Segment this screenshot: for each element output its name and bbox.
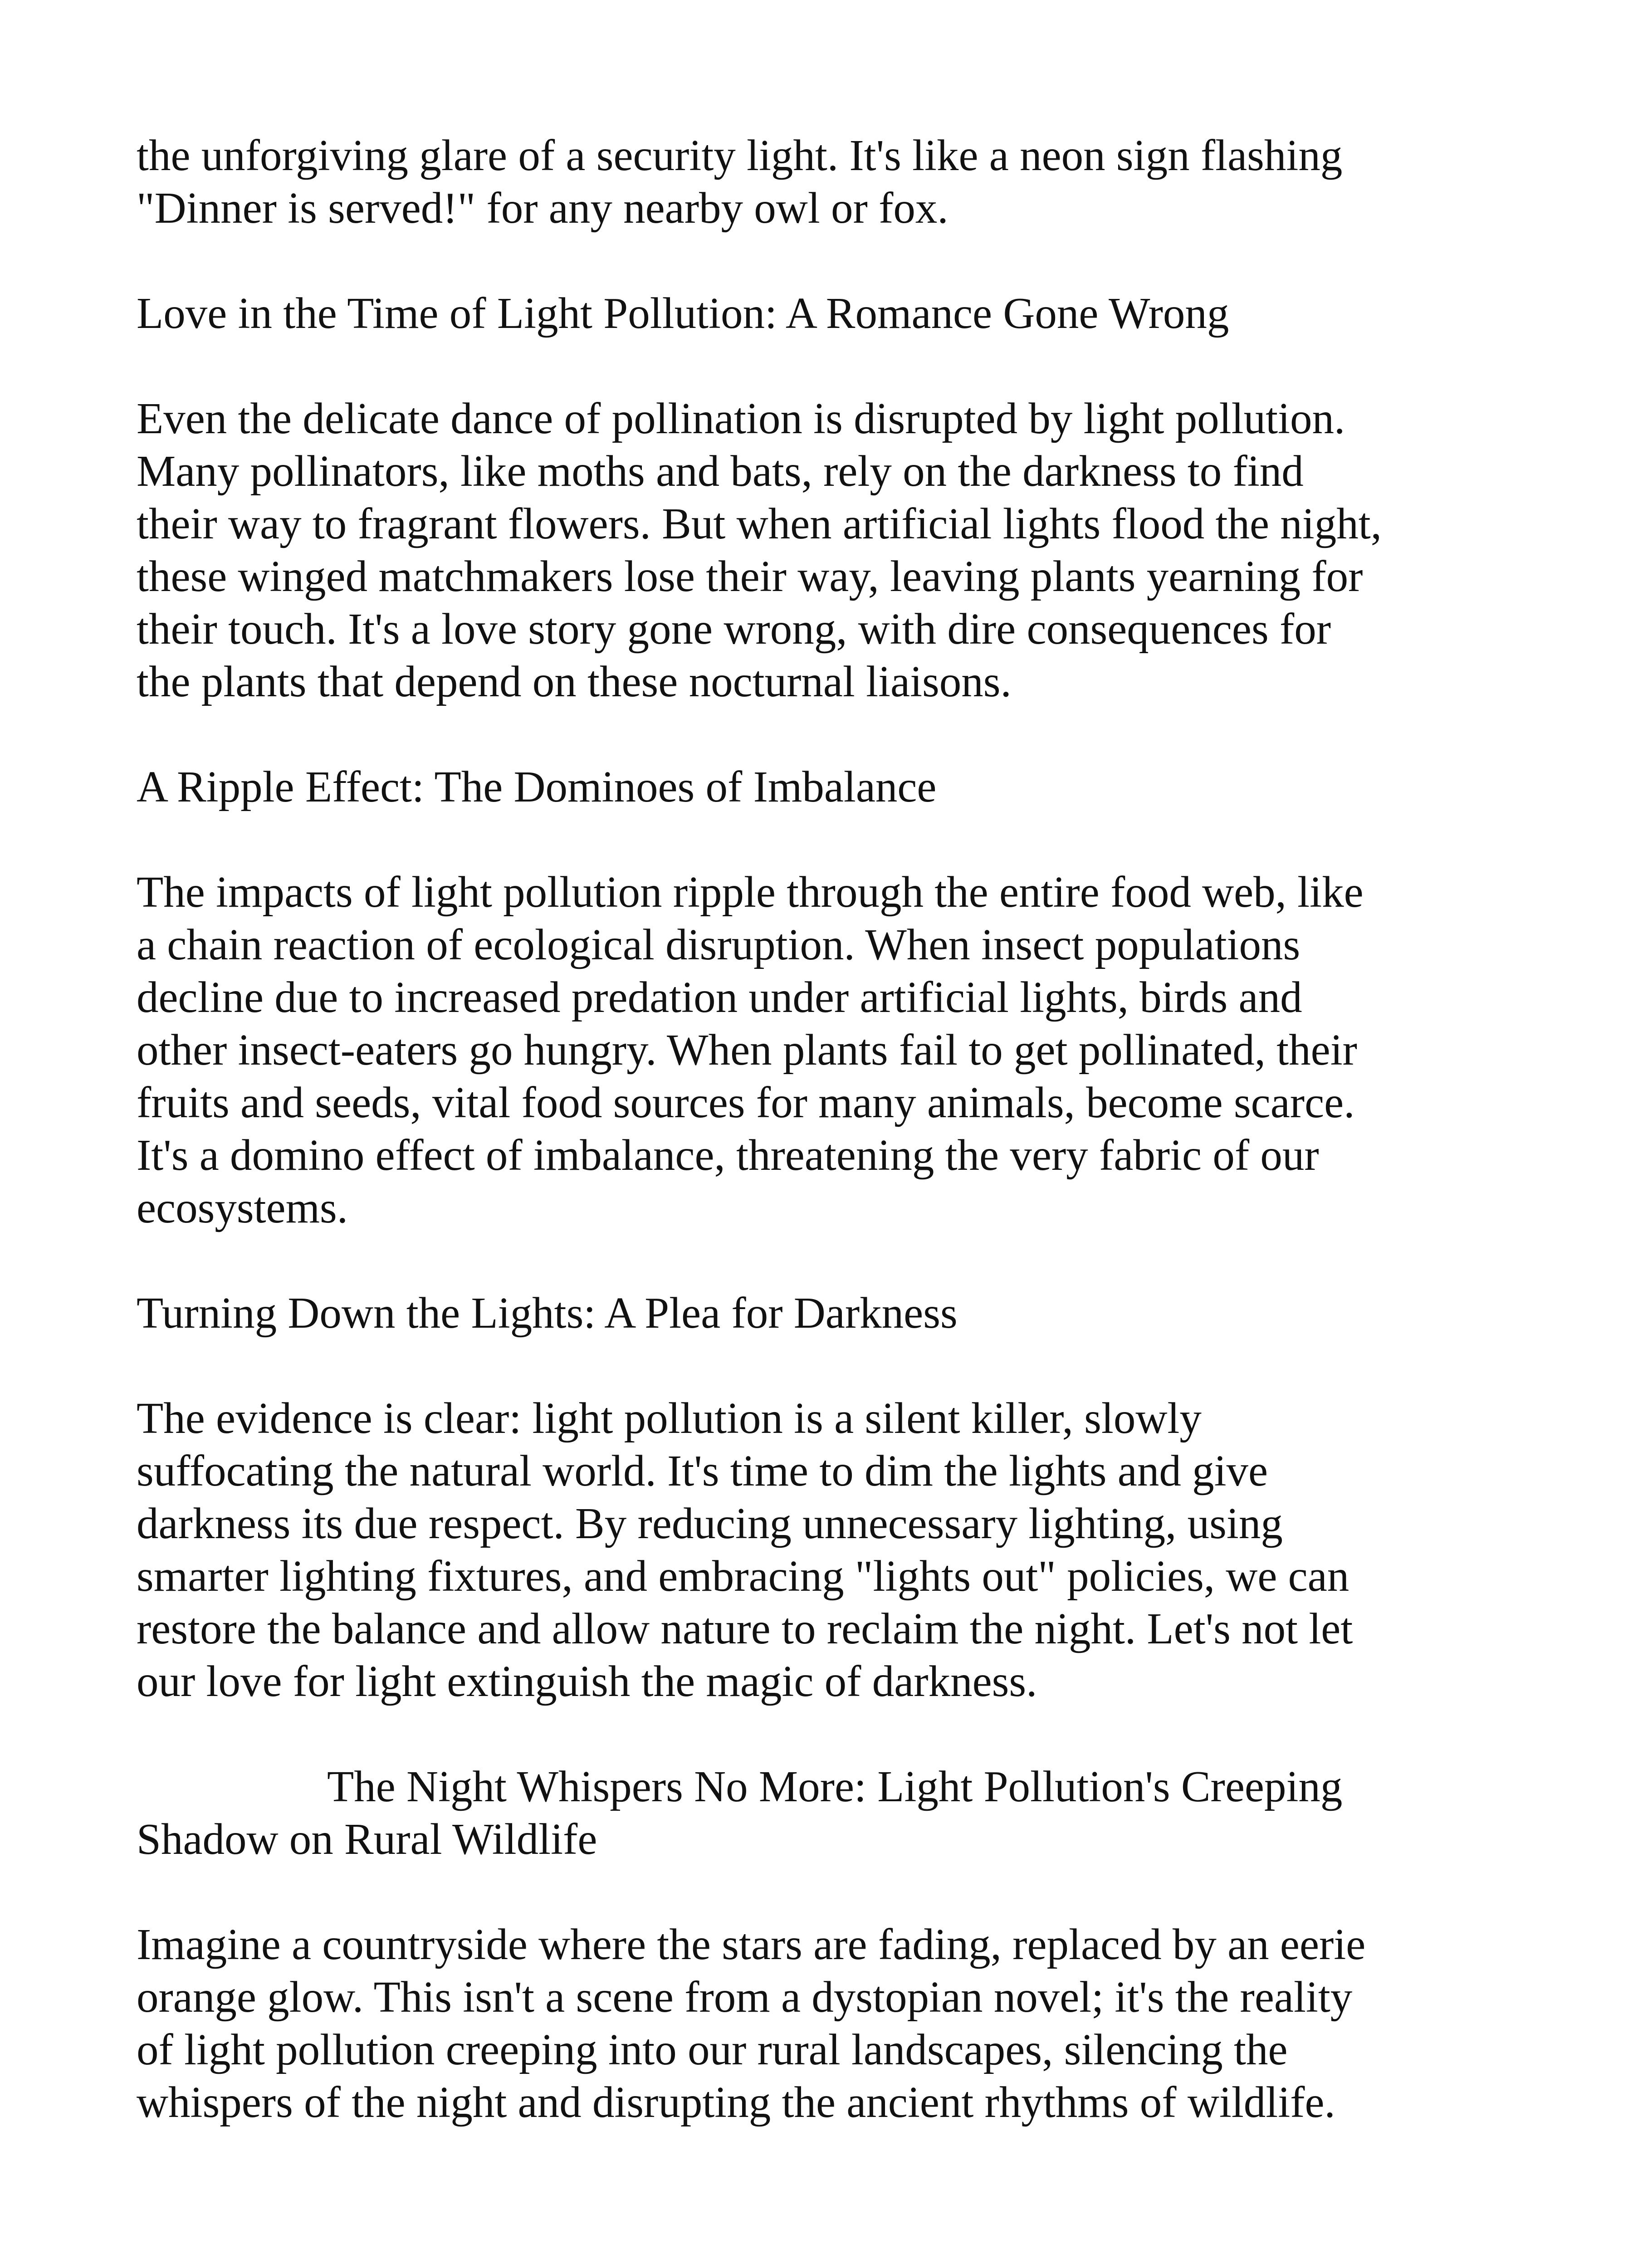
section-heading-love: Love in the Time of Light Pollution: A Romance Gone Wrong	[137, 289, 1229, 337]
chapter-title: The Night Whispers No More: Light Pollution's Creeping Shadow on Rural Wildlife	[137, 1762, 1343, 1863]
paragraph-continuation: the unforgiving glare of a security light. It's like a neon sign flashing "Dinner is served!" for any nearby owl or fox.	[137, 131, 1343, 232]
paragraph-evidence: The evidence is clear: light pollution is a silent killer, slowly suffocating the natural world. It's time to dim the lights and give darkness its due respect. By reducing unnecessary lighting, using smarter lighting fixtures, and embracing "lights out" policies, we can restore the balance and allow nature to reclaim the night. Let's not let our love for light extinguish the magic of darkness.	[137, 1394, 1353, 1706]
section-heading-darkness: Turning Down the Lights: A Plea for Darkness	[137, 1289, 958, 1337]
section-heading-ripple: A Ripple Effect: The Dominoes of Imbalance	[137, 763, 937, 811]
paragraph-pollination: Even the delicate dance of pollination is disrupted by light pollution. Many pollinators, like moths and bats, rely on the darkness to find their way to fragrant flowers. But when artificial lights flood the night, these winged matchmakers lose their way, leaving plants yearning for their touch. It's a love story gone wrong, with dire consequences for the plants that depend on these nocturnal liaisons.	[137, 394, 1382, 706]
page-content	[137, 129, 1452, 2181]
paragraph-countryside: Imagine a countryside where the stars are fading, replaced by an eerie orange glow. This isn't a scene from a dystopian novel; it's the reality of light pollution creeping into our rural landscapes, silencing the whispers of the night and disrupting the ancient rhythms of wildlife.	[137, 1920, 1366, 2126]
paragraph-food-web: The impacts of light pollution ripple through the entire food web, like a chain reaction of ecological disruption. When insect populations decline due to increased predation under artificial lights, birds and other insect-eaters go hungry. When plants fail to get pollinated, their fruits and seeds, vital food sources for many animals, become scarce. It's a domino effect of imbalance, threatening the very fabric of our ecosystems.	[137, 868, 1364, 1232]
